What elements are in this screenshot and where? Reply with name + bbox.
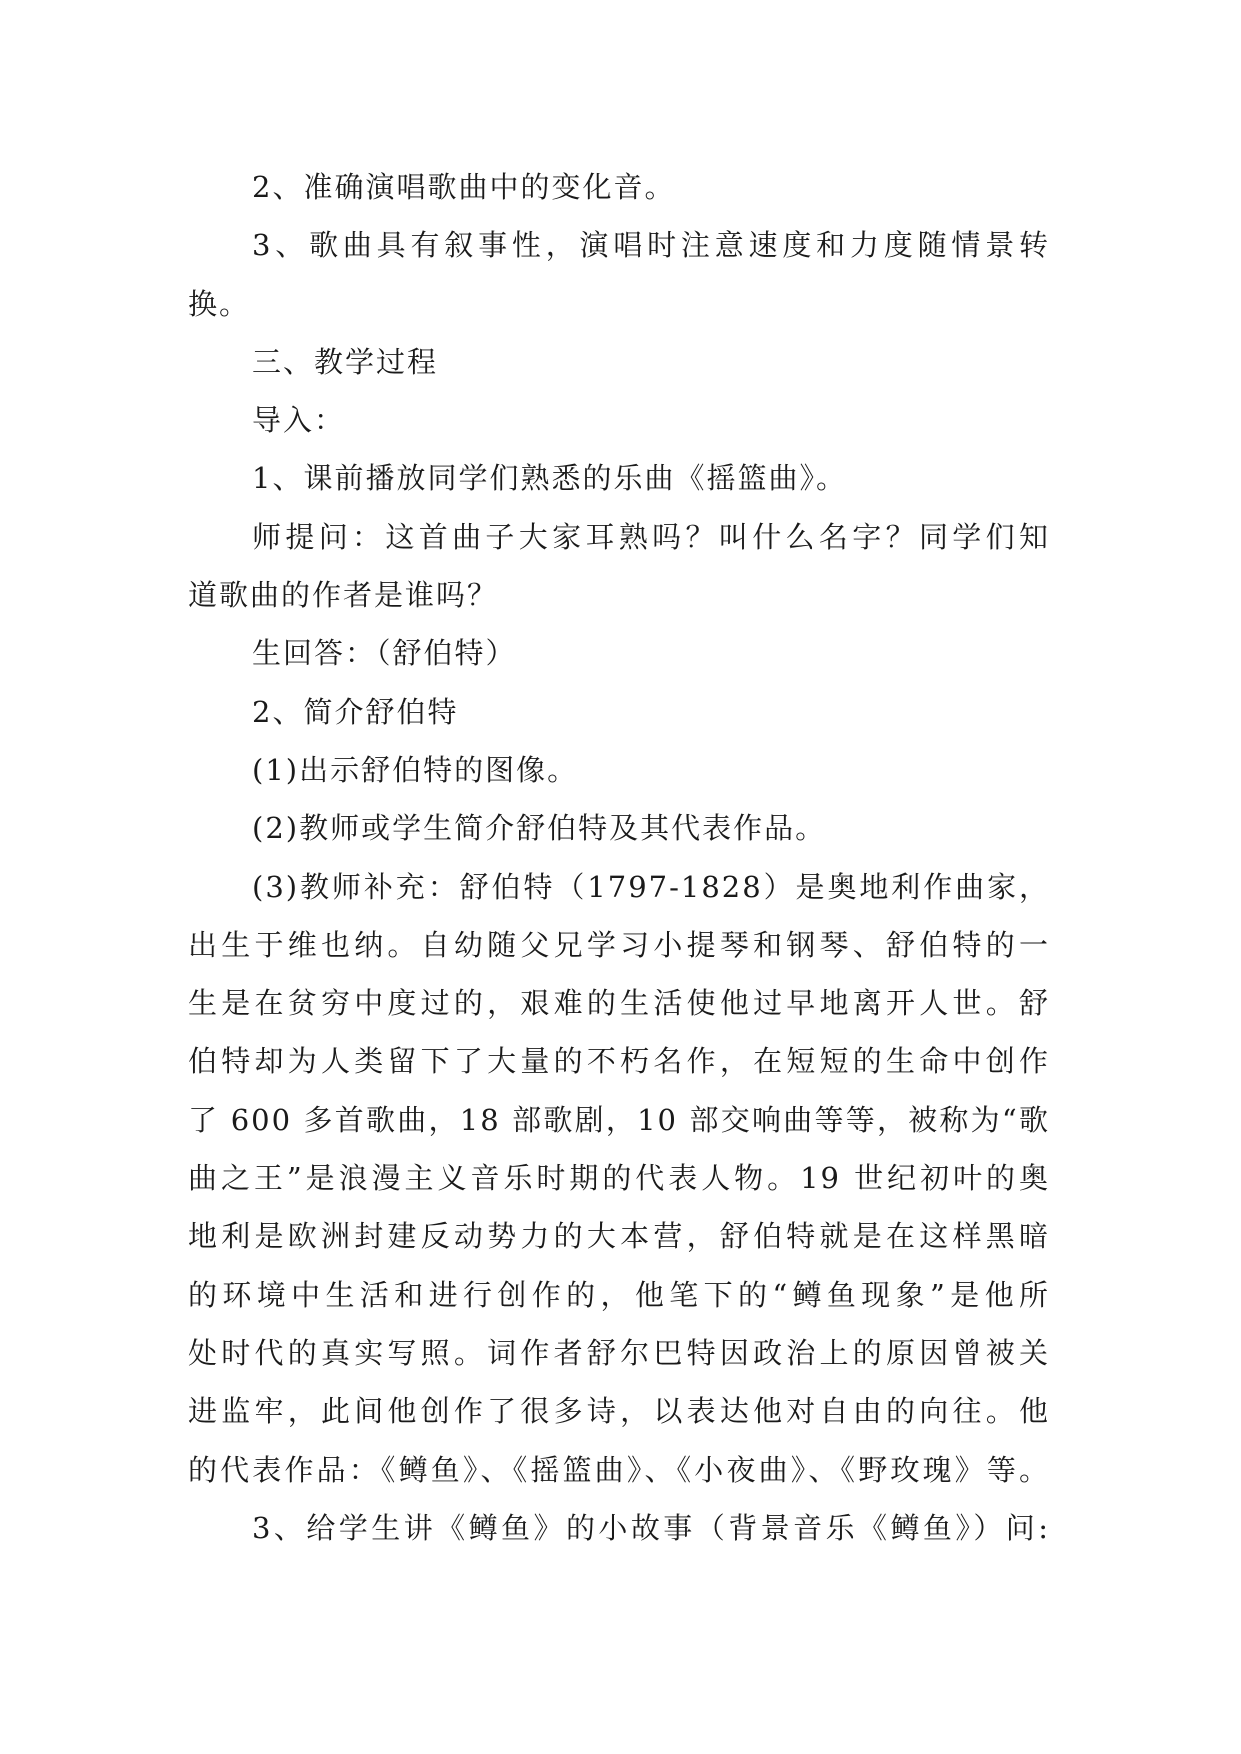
paragraph-line: 2、准确演唱歌曲中的变化音。: [252, 170, 676, 204]
paragraph-line: 出生于维也纳。自幼随父兄学习小提琴和钢琴、舒伯特的一: [188, 927, 1050, 962]
paragraph-line: 处时代的真实写照。词作者舒尔巴特因政治上的原因曾被关: [188, 1335, 1050, 1370]
paragraph-line: 进监牢，此间他创作了很多诗，以表达他对自由的向往。他: [188, 1394, 1050, 1429]
section-heading: 三、教学过程: [252, 344, 439, 379]
paragraph-line: 3、给学生讲《鳟鱼》的小故事（背景音乐《鳟鱼》）问:: [252, 1510, 1050, 1545]
paragraph-line: 道歌曲的作者是谁吗？: [188, 578, 499, 613]
paragraph-line: (2)教师或学生简介舒伯特及其代表作品。: [252, 811, 827, 846]
paragraph-line: 的代表作品：《鳟鱼》、《摇篮曲》、《小夜曲》、《野玫瑰》等。: [188, 1452, 1050, 1487]
paragraph-line: 地利是欧洲封建反动势力的大本营，舒伯特就是在这样黑暗: [188, 1219, 1050, 1254]
paragraph-line: 曲之王”是浪漫主义音乐时期的代表人物。19 世纪初叶的奥: [188, 1161, 1050, 1196]
paragraph-line: 3、歌曲具有叙事性，演唱时注意速度和力度随情景转: [252, 228, 1050, 263]
paragraph-line: 导入：: [252, 403, 346, 438]
paragraph-line: 生回答：（舒伯特）: [252, 636, 517, 671]
paragraph-line: 换。: [188, 286, 251, 321]
document-body: [188, 158, 1050, 1557]
paragraph-line: 1、课前播放同学们熟悉的乐曲《摇篮曲》。: [252, 461, 847, 496]
paragraph-line: 伯特却为人类留下了大量的不朽名作，在短短的生命中创作: [188, 1044, 1050, 1079]
paragraph-line: 了 600 多首歌曲，18 部歌剧，10 部交响曲等等，被称为“歌: [188, 1102, 1050, 1137]
paragraph-line: (1)出示舒伯特的图像。: [252, 752, 579, 787]
paragraph-line: 生是在贫穷中度过的，艰难的生活使他过早地离开人世。舒: [188, 986, 1050, 1021]
paragraph-line: 2、简介舒伯特: [252, 694, 459, 729]
paragraph-line: 师提问：这首曲子大家耳熟吗？叫什么名字？同学们知: [252, 519, 1050, 554]
paragraph-line: 的环境中生活和进行创作的，他笔下的“鳟鱼现象”是他所: [188, 1277, 1050, 1312]
paragraph-line: (3)教师补充：舒伯特（1797-1828）是奥地利作曲家，: [252, 869, 1050, 904]
